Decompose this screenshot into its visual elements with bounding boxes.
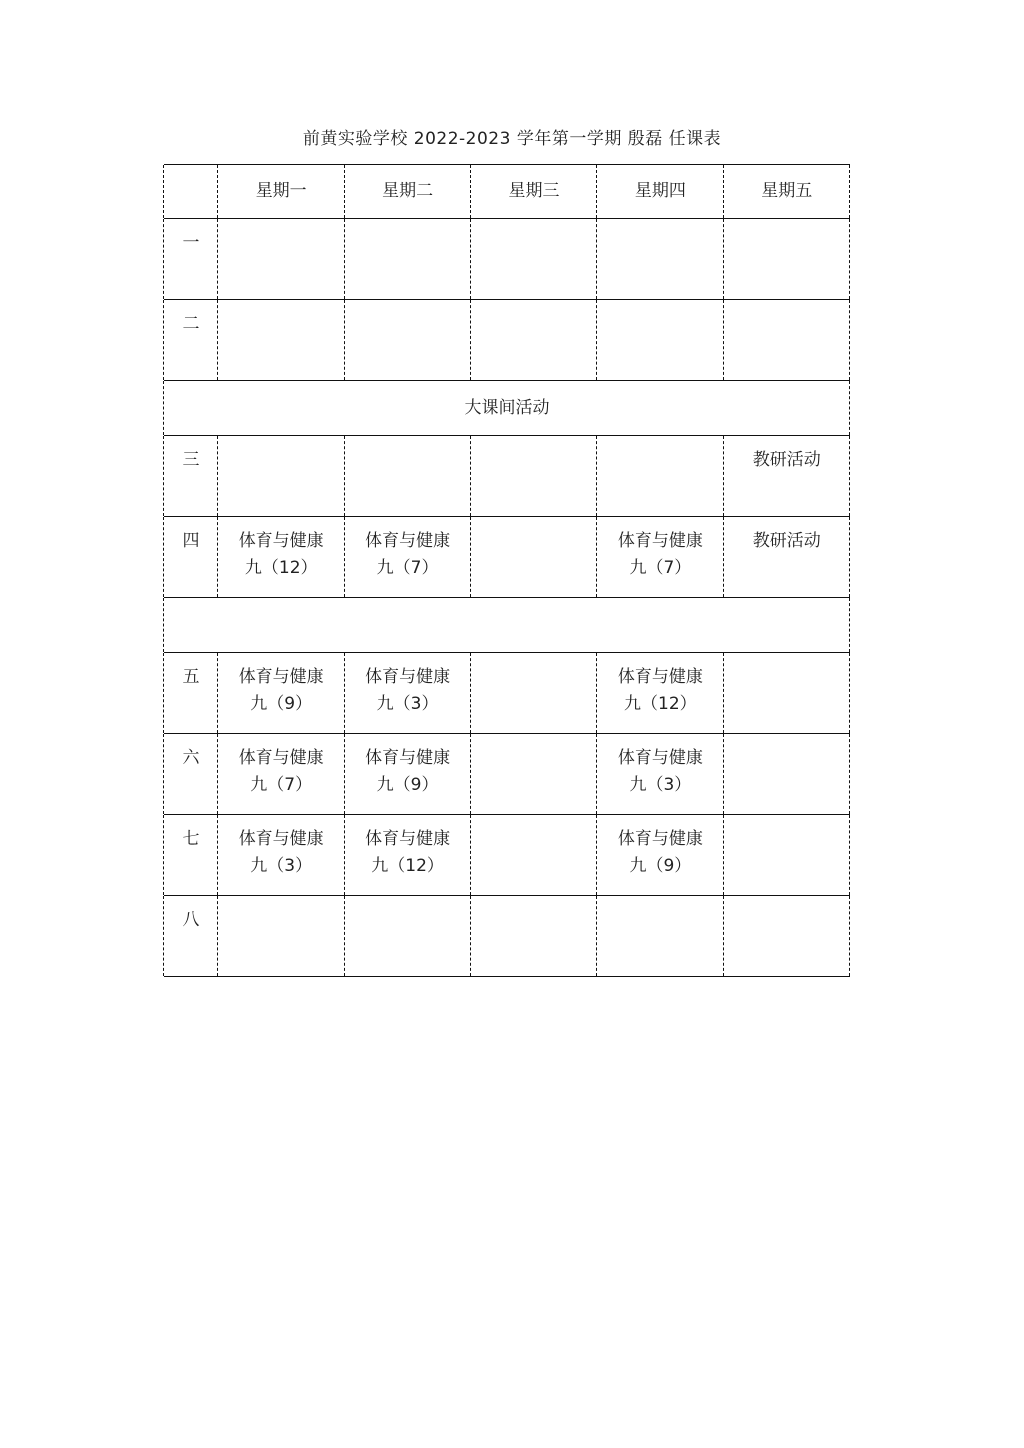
grid-line: [344, 896, 345, 976]
grid-line: [217, 896, 218, 976]
grid-line: [849, 165, 850, 218]
grid-line: [596, 653, 597, 733]
grid-line: [596, 815, 597, 895]
class-cell: [597, 815, 723, 895]
class-cell: [218, 300, 344, 380]
class-cell: [344, 219, 470, 299]
grid-line: [849, 517, 850, 597]
class-group-text: 九（3）: [250, 856, 313, 876]
grid-line: [163, 381, 164, 435]
grid-line: [470, 300, 471, 380]
class-cell: [471, 436, 597, 516]
period-row: [164, 733, 850, 814]
grid-line: [596, 896, 597, 976]
period-label: 六: [182, 748, 200, 768]
class-cell: [471, 896, 597, 976]
grid-line: [723, 165, 724, 218]
class-group-text: 九（9）: [376, 775, 439, 795]
grid-line: [163, 815, 164, 895]
class-group-text: 九（3）: [629, 775, 692, 795]
grid-line: [163, 517, 164, 597]
grid-line: [163, 219, 164, 299]
grid-line: [849, 896, 850, 976]
class-cell: [597, 734, 723, 814]
break-label: [164, 598, 850, 652]
class-cell: [724, 815, 850, 895]
grid-line: [344, 436, 345, 516]
class-cell: [724, 896, 850, 976]
period-row: [164, 814, 850, 895]
grid-line: [849, 598, 850, 652]
grid-line: [470, 165, 471, 218]
grid-line: [470, 517, 471, 597]
class-cell: [597, 219, 723, 299]
class-group-text: 九（12）: [624, 694, 697, 714]
grid-line: [849, 653, 850, 733]
period-label: 一: [182, 233, 200, 253]
break-label: 大课间活动: [464, 398, 550, 418]
class-cell: [471, 219, 597, 299]
subject-text: 教研活动: [752, 531, 821, 551]
page-title: 前黄实验学校 2022-2023 学年第一学期 殷磊 任课表: [302, 129, 722, 149]
class-cell: [724, 734, 850, 814]
grid-line: [596, 436, 597, 516]
period-label: 三: [182, 450, 200, 470]
grid-line: [849, 300, 850, 380]
grid-line: [470, 815, 471, 895]
class-cell: [344, 300, 470, 380]
grid-line: [344, 734, 345, 814]
subject-text: 体育与健康: [238, 667, 324, 687]
class-group-text: 九（12）: [371, 856, 444, 876]
grid-line: [163, 165, 164, 218]
class-group-text: 九（12）: [244, 558, 318, 578]
grid-line: [596, 300, 597, 380]
grid-line: [723, 896, 724, 976]
class-group-text: 九（9）: [629, 856, 692, 876]
class-cell: [218, 734, 344, 814]
day-header: 星期一: [255, 181, 307, 201]
period-label: 五: [182, 667, 200, 687]
grid-line: [596, 734, 597, 814]
day-header: 星期三: [508, 181, 560, 201]
period-row: [164, 299, 850, 380]
class-cell: [344, 517, 470, 597]
period-label: 二: [182, 314, 200, 334]
period-row: [164, 516, 850, 597]
subject-text: 体育与健康: [365, 667, 451, 687]
grid-line: [596, 219, 597, 299]
grid-line: [163, 436, 164, 516]
subject-text: 体育与健康: [617, 667, 703, 687]
grid-line: [163, 300, 164, 380]
class-cell: [597, 300, 723, 380]
grid-line: [344, 653, 345, 733]
class-cell: [344, 896, 470, 976]
grid-line: [596, 517, 597, 597]
class-cell: [724, 219, 850, 299]
grid-line: [849, 436, 850, 516]
period-row: [164, 435, 850, 516]
grid-line: [344, 165, 345, 218]
subject-text: 体育与健康: [365, 531, 451, 551]
class-cell: [344, 653, 470, 733]
grid-line: [470, 219, 471, 299]
grid-line: [596, 165, 597, 218]
class-cell: [724, 653, 850, 733]
grid-line: [217, 300, 218, 380]
grid-line: [163, 653, 164, 733]
grid-line: [217, 734, 218, 814]
subject-text: 体育与健康: [617, 829, 703, 849]
period-label: 七: [182, 829, 200, 849]
class-group-text: 九（7）: [250, 775, 313, 795]
grid-line: [723, 517, 724, 597]
break-row: [164, 380, 850, 435]
grid-line: [723, 436, 724, 516]
grid-line: [849, 815, 850, 895]
period-row: [164, 895, 850, 977]
class-cell: [344, 815, 470, 895]
grid-line: [217, 436, 218, 516]
class-group-text: 九（9）: [250, 694, 313, 714]
grid-line: [849, 219, 850, 299]
class-group-text: 九（3）: [376, 694, 439, 714]
grid-line: [217, 815, 218, 895]
grid-line: [470, 436, 471, 516]
subject-text: 体育与健康: [617, 531, 703, 551]
subject-text: 体育与健康: [365, 829, 451, 849]
period-label: 八: [182, 910, 200, 930]
grid-line: [163, 896, 164, 976]
class-cell: [218, 517, 344, 597]
class-group-text: 九（7）: [376, 558, 439, 578]
grid-line: [723, 219, 724, 299]
schedule-table: [164, 164, 850, 977]
class-cell: [597, 436, 723, 516]
subject-text: 体育与健康: [365, 748, 451, 768]
grid-line: [470, 734, 471, 814]
grid-line: [163, 598, 164, 652]
grid-line: [470, 653, 471, 733]
grid-line: [723, 815, 724, 895]
grid-line: [217, 165, 218, 218]
grid-line: [344, 815, 345, 895]
grid-line: [163, 734, 164, 814]
grid-line: [344, 219, 345, 299]
grid-line: [217, 653, 218, 733]
period-label: 四: [182, 531, 200, 551]
period-row: [164, 218, 850, 299]
corner-cell: [164, 165, 218, 218]
grid-line: [217, 517, 218, 597]
class-cell: [218, 896, 344, 976]
subject-text: 体育与健康: [238, 829, 324, 849]
class-cell: [724, 300, 850, 380]
class-cell: [218, 219, 344, 299]
grid-line: [344, 300, 345, 380]
class-cell: [724, 436, 850, 516]
class-cell: [218, 436, 344, 516]
class-cell: [344, 436, 470, 516]
class-cell: [471, 815, 597, 895]
class-cell: [724, 517, 850, 597]
grid-line: [344, 517, 345, 597]
header-row: [164, 164, 850, 218]
class-cell: [344, 734, 470, 814]
break-row: [164, 597, 850, 652]
grid-line: [723, 734, 724, 814]
class-cell: [218, 815, 344, 895]
class-cell: [597, 896, 723, 976]
period-row: [164, 652, 850, 733]
class-cell: [471, 653, 597, 733]
grid-line: [217, 219, 218, 299]
class-cell: [471, 300, 597, 380]
class-cell: [471, 734, 597, 814]
grid-line: [723, 300, 724, 380]
day-header: 星期四: [634, 181, 686, 201]
class-cell: [597, 517, 723, 597]
grid-line: [849, 381, 850, 435]
day-header: 星期二: [382, 181, 434, 201]
class-cell: [597, 653, 723, 733]
day-header: 星期五: [761, 181, 813, 201]
subject-text: 体育与健康: [238, 748, 324, 768]
class-cell: [218, 653, 344, 733]
class-group-text: 九（7）: [629, 558, 692, 578]
subject-text: 体育与健康: [238, 531, 324, 551]
grid-line: [470, 896, 471, 976]
grid-line: [723, 653, 724, 733]
class-cell: [471, 517, 597, 597]
subject-text: 体育与健康: [617, 748, 703, 768]
subject-text: 教研活动: [752, 450, 821, 470]
grid-line: [849, 734, 850, 814]
